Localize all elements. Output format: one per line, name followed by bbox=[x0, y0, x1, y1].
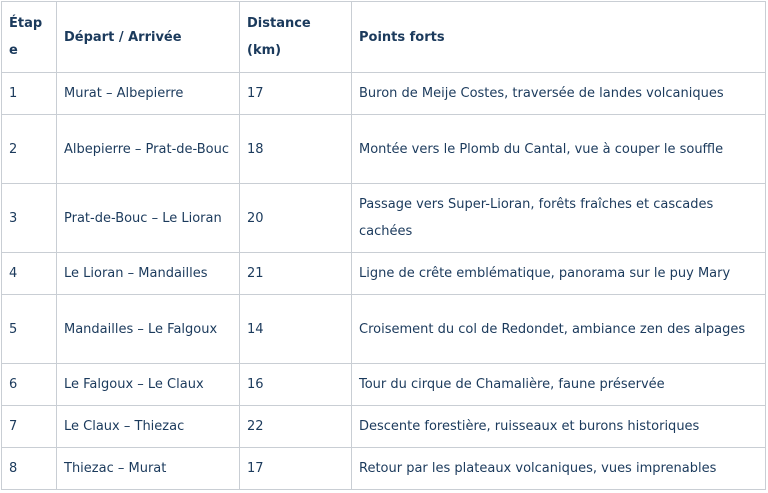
itinerary-table bbox=[1, 1, 766, 490]
table-row bbox=[2, 406, 766, 448]
cell-etape: 2 bbox=[2, 115, 57, 184]
cell-highlights: Croisement du col de Redondet, ambiance zen des alpages bbox=[352, 295, 766, 364]
cell-highlights: Passage vers Super-Lioran, forêts fraîches et cascades cachées bbox=[352, 184, 766, 253]
cell-etape: 4 bbox=[2, 253, 57, 295]
cell-etape: 6 bbox=[2, 364, 57, 406]
cell-distance: 20 bbox=[240, 184, 352, 253]
cell-etape: 3 bbox=[2, 184, 57, 253]
cell-route: Prat-de-Bouc – Le Lioran bbox=[57, 184, 240, 253]
header-etape: Étape bbox=[2, 2, 57, 73]
table-row bbox=[2, 448, 766, 490]
cell-etape: 5 bbox=[2, 295, 57, 364]
table-row bbox=[2, 253, 766, 295]
header-points-forts: Points forts bbox=[352, 2, 766, 73]
cell-distance: 16 bbox=[240, 364, 352, 406]
cell-route: Albepierre – Prat-de-Bouc bbox=[57, 115, 240, 184]
cell-distance: 21 bbox=[240, 253, 352, 295]
cell-highlights: Descente forestière, ruisseaux et burons historiques bbox=[352, 406, 766, 448]
table-header-row bbox=[2, 2, 766, 73]
header-depart-arrivee: Départ / Arrivée bbox=[57, 2, 240, 73]
cell-distance: 22 bbox=[240, 406, 352, 448]
cell-route: Le Claux – Thiezac bbox=[57, 406, 240, 448]
cell-etape: 7 bbox=[2, 406, 57, 448]
table-row bbox=[2, 364, 766, 406]
cell-route: Le Lioran – Mandailles bbox=[57, 253, 240, 295]
cell-distance: 14 bbox=[240, 295, 352, 364]
cell-distance: 17 bbox=[240, 73, 352, 115]
cell-route: Murat – Albepierre bbox=[57, 73, 240, 115]
cell-highlights: Retour par les plateaux volcaniques, vues imprenables bbox=[352, 448, 766, 490]
cell-etape: 1 bbox=[2, 73, 57, 115]
table-row bbox=[2, 73, 766, 115]
cell-etape: 8 bbox=[2, 448, 57, 490]
cell-highlights: Tour du cirque de Chamalière, faune préservée bbox=[352, 364, 766, 406]
table-row bbox=[2, 115, 766, 184]
table-row bbox=[2, 184, 766, 253]
cell-highlights: Montée vers le Plomb du Cantal, vue à couper le souffle bbox=[352, 115, 766, 184]
cell-route: Mandailles – Le Falgoux bbox=[57, 295, 240, 364]
cell-distance: 17 bbox=[240, 448, 352, 490]
cell-route: Le Falgoux – Le Claux bbox=[57, 364, 240, 406]
cell-distance: 18 bbox=[240, 115, 352, 184]
cell-highlights: Ligne de crête emblématique, panorama sur le puy Mary bbox=[352, 253, 766, 295]
cell-highlights: Buron de Meije Costes, traversée de landes volcaniques bbox=[352, 73, 766, 115]
header-distance: Distance (km) bbox=[240, 2, 352, 73]
cell-route: Thiezac – Murat bbox=[57, 448, 240, 490]
table-row bbox=[2, 295, 766, 364]
